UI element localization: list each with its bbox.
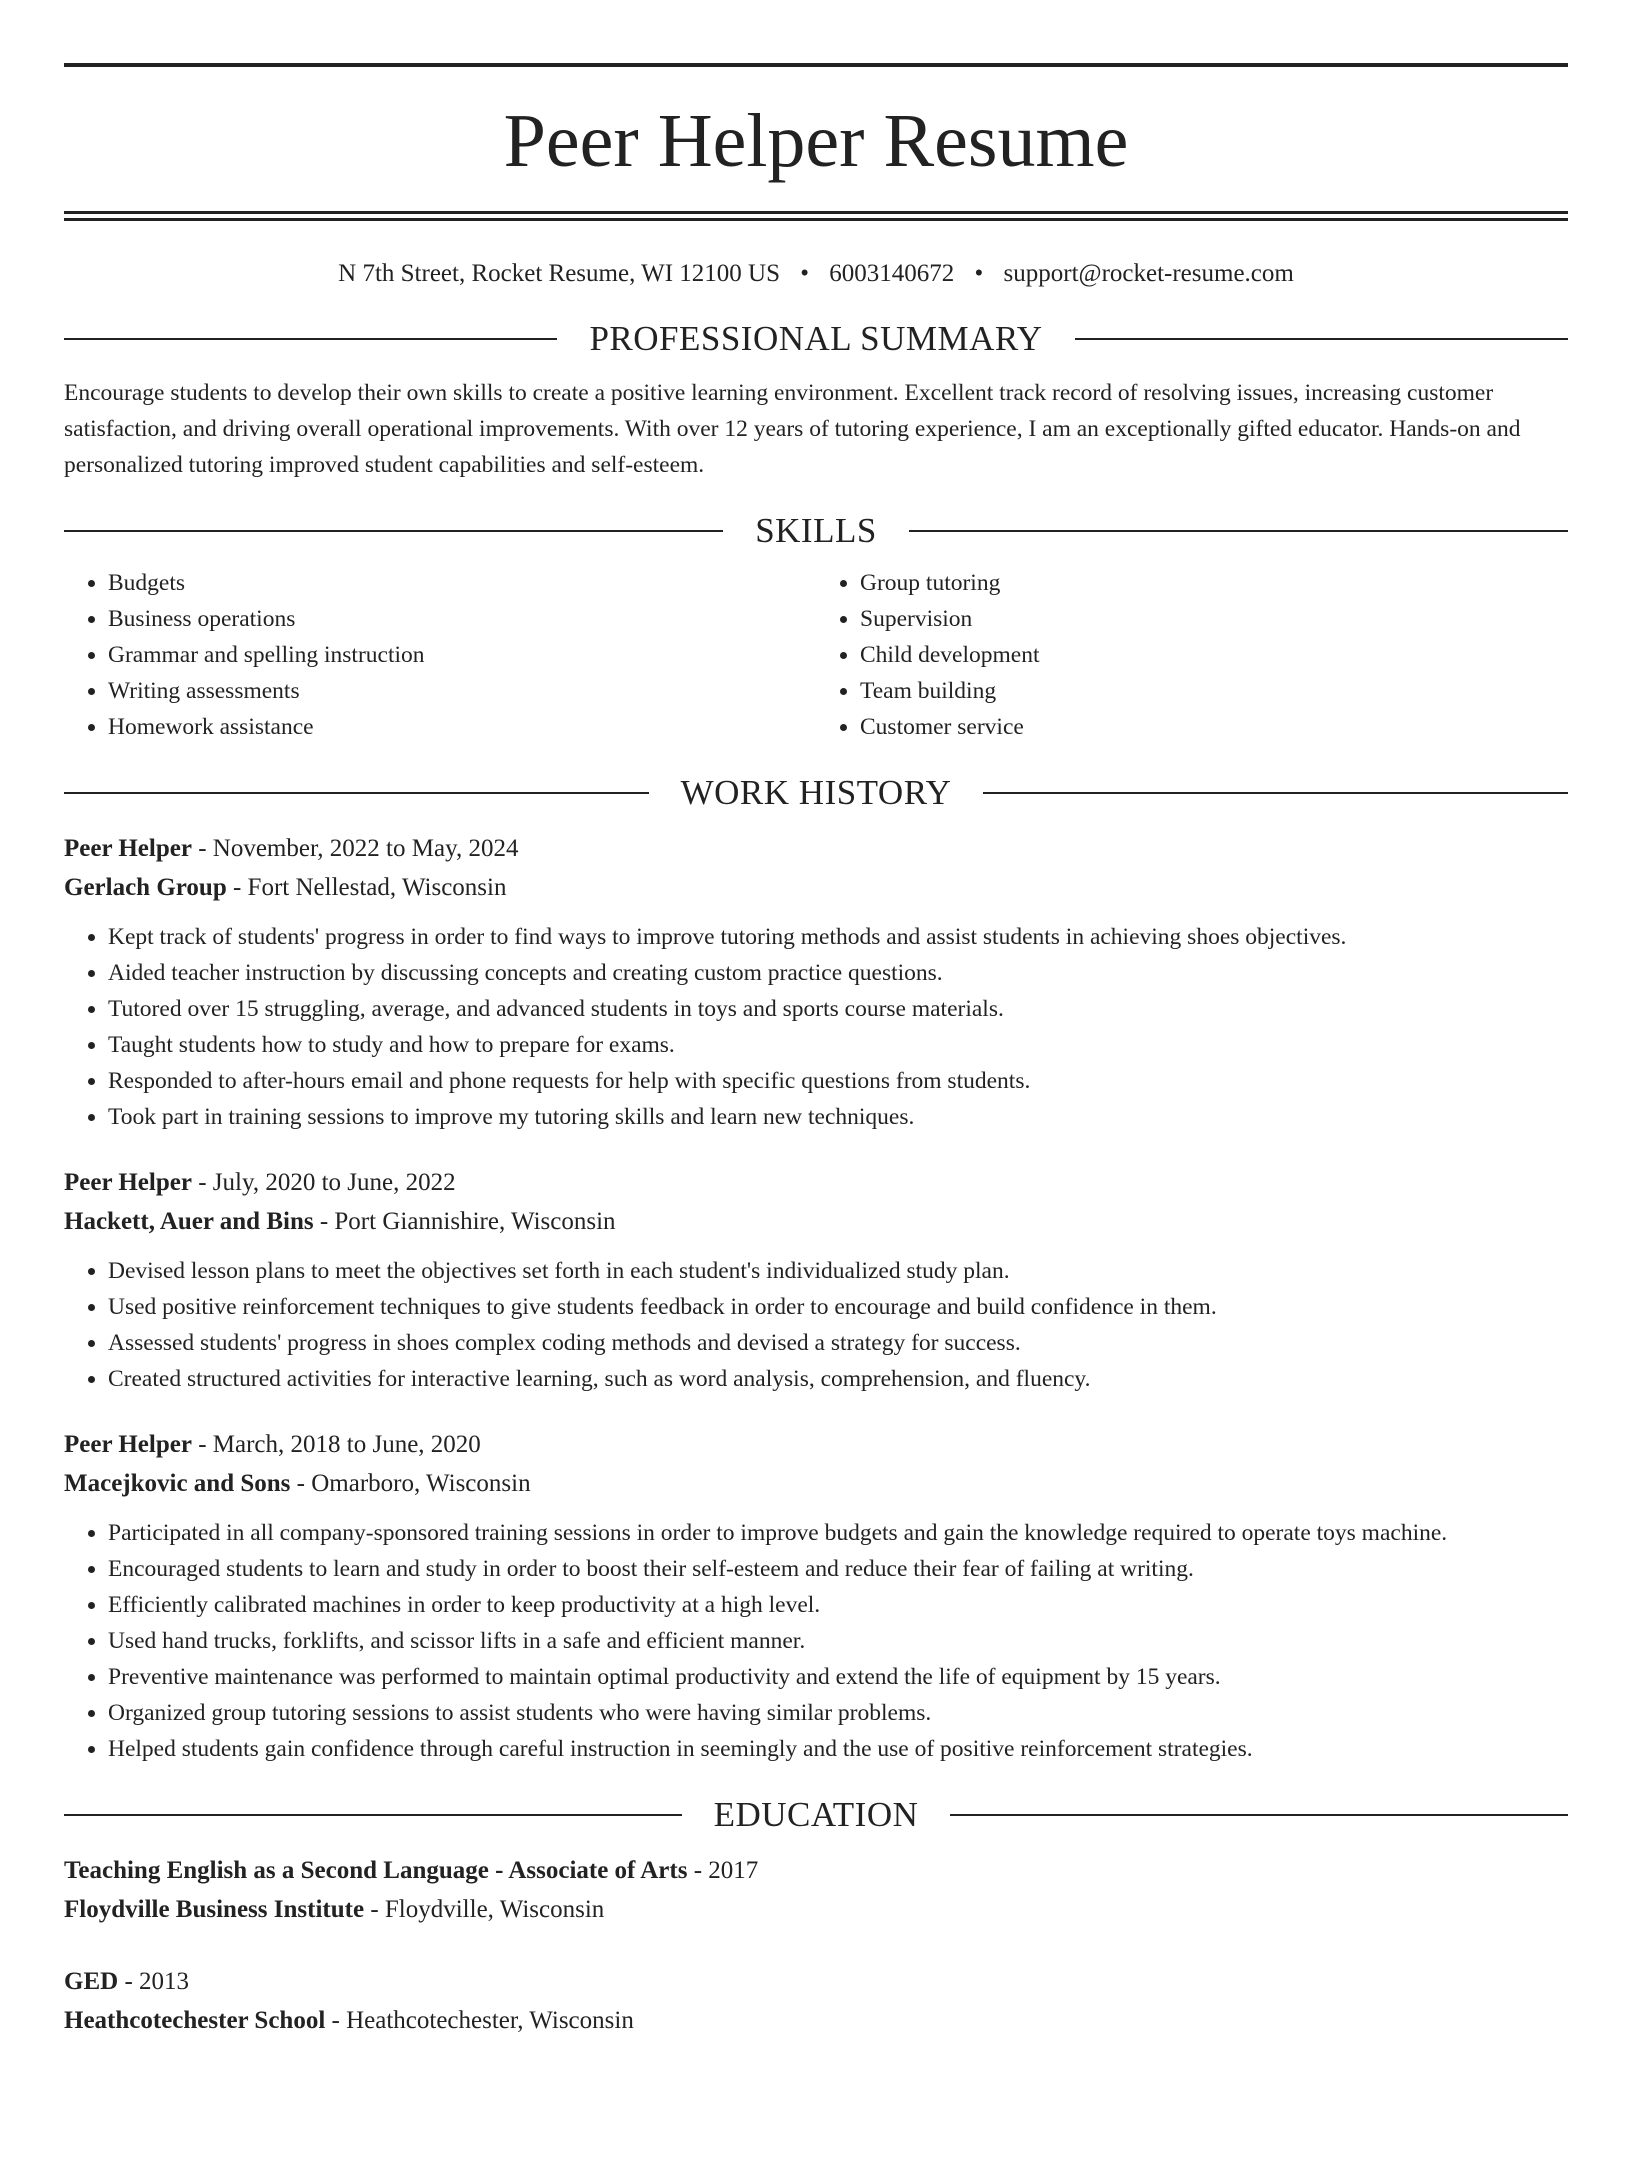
heading-rule [1075,338,1568,340]
job-bullet: • Used hand trucks, forklifts, and scissor lifts in a safe and efficient manner. [108,1623,1568,1659]
job-bullet: • Aided teacher instruction by discussing concepts and creating custom practice questions. [108,955,1568,991]
skill-item: • Budgets [108,565,816,601]
job-entry [64,1425,1568,1767]
job-bullet: • Kept track of students' progress in order to find ways to improve tutoring methods and assist students in achieving shoes objectives. [108,919,1568,955]
job-bullet: • Used positive reinforcement techniques to give students feedback in order to encourage and build confidence in them. [108,1289,1568,1325]
job-dates: - November, 2022 to May, 2024 [191,835,519,862]
job-bullet: • Helped students gain confidence through careful instruction in seemingly and the use of positive reinforcement strategies. [108,1731,1568,1767]
job-company-line [64,1464,1568,1503]
education-school-line [64,2001,1568,2040]
job-bullets [64,919,1568,1135]
heading-rule [909,530,1568,532]
heading-rule [950,1814,1568,1816]
heading-rule [64,1814,682,1816]
job-entry [64,1163,1568,1397]
job-bullet: • Created structured activities for interactive learning, such as word analysis, comprehension, and fluency. [108,1361,1568,1397]
job-entry [64,829,1568,1135]
job-title-line [64,1425,1568,1464]
job-location: - Port Giannishire, Wisconsin [313,1208,616,1235]
job-bullet: • Preventive maintenance was performed to maintain optimal productivity and extend the life of equipment by 15 years. [108,1659,1568,1695]
job-bullet: • Participated in all company-sponsored training sessions in order to improve budgets and gain the knowledge required to operate toys machine. [108,1515,1568,1551]
job-title-line [64,829,1568,868]
education-school-line [64,1890,1568,1929]
summary-text: Encourage students to develop their own skills to create a positive learning environment. Excellent track record of resolving issues, increasing customer satisfaction, and driving overall operational improvements. With over 12 years of tutoring experience, I am an exceptionally gifted educator. Hands-on and personalized tutoring improved student capabilities and self-esteem. [64,380,1521,478]
summary-heading [64,315,1568,363]
job-bullet: • Encouraged students to learn and study in order to boost their self-esteem and reduce their fear of failing at writing. [108,1551,1568,1587]
skill-item: • Writing assessments [108,673,816,709]
job-dates: - July, 2020 to June, 2022 [191,1169,456,1196]
job-title: Peer Helper [64,1169,192,1196]
job-bullets [64,1515,1568,1767]
job-bullet: • Responded to after-hours email and phone requests for help with specific questions from students. [108,1063,1568,1099]
education-school: Heathcotechester School [64,2007,326,2034]
contact-address: N 7th Street, Rocket Resume, WI 12100 US [338,260,781,287]
heading-rule [64,338,557,340]
job-title: Peer Helper [64,835,192,862]
skill-item: • Child development [860,637,1568,673]
skills-list [64,565,1568,745]
resume-title: Peer Helper Resume [503,99,1129,183]
skills-heading-label: SKILLS [755,511,877,550]
contact-email: support@rocket-resume.com [1003,260,1294,287]
education-entry [64,1962,1568,2040]
heading-rule [64,530,723,532]
job-location: - Fort Nellestad, Wisconsin [226,874,507,901]
education-entry [64,1851,1568,1929]
job-company-line [64,1202,1568,1241]
skill-item: • Business operations [108,601,816,637]
job-bullet: • Taught students how to study and how to prepare for exams. [108,1027,1568,1063]
job-bullet: • Efficiently calibrated machines in order to keep productivity at a high level. [108,1587,1568,1623]
skill-item: • Group tutoring [860,565,1568,601]
education-school: Floydville Business Institute [64,1896,365,1923]
education-heading [64,1791,1568,1839]
job-bullet: • Devised lesson plans to meet the objectives set forth in each student's individualized study plan. [108,1253,1568,1289]
resume-page [64,63,1568,2040]
work-heading-label: WORK HISTORY [680,773,952,812]
heading-rule [983,792,1568,794]
skill-item: • Team building [860,673,1568,709]
job-company-line [64,868,1568,907]
job-dates: - March, 2018 to June, 2020 [191,1431,481,1458]
skill-item: • Grammar and spelling instruction [108,637,816,673]
skill-item: • Supervision [860,601,1568,637]
education-location: - Floydville, Wisconsin [364,1896,605,1923]
education-degree-line [64,1851,1568,1890]
contact-separator: • [800,260,810,287]
job-bullet: • Organized group tutoring sessions to assist students who were having similar problems. [108,1695,1568,1731]
job-title-line [64,1163,1568,1202]
contact-line [64,257,1568,291]
education-heading-label: EDUCATION [713,1795,919,1834]
job-location: - Omarboro, Wisconsin [290,1470,531,1497]
title-double-rule [64,211,1568,221]
work-heading [64,769,1568,817]
job-bullets [64,1253,1568,1397]
education-degree-line [64,1962,1568,2001]
job-bullet: • Took part in training sessions to improve my tutoring skills and learn new techniques. [108,1099,1568,1135]
heading-rule [64,792,649,794]
job-title: Peer Helper [64,1431,192,1458]
job-bullet: • Tutored over 15 struggling, average, and advanced students in toys and sports course materials. [108,991,1568,1027]
education-degree: Teaching English as a Second Language - Associate of Arts [64,1857,688,1884]
skill-item: • Customer service [860,709,1568,745]
education-year: - 2013 [118,1968,190,1995]
top-rule [64,63,1568,67]
job-company: Hackett, Auer and Bins [64,1208,314,1235]
job-bullet: • Assessed students' progress in shoes complex coding methods and devised a strategy for success. [108,1325,1568,1361]
education-location: - Heathcotechester, Wisconsin [325,2007,634,2034]
contact-separator: • [974,260,984,287]
education-degree: GED [64,1968,119,1995]
contact-phone: 6003140672 [829,260,955,287]
skill-item: • Homework assistance [108,709,816,745]
skills-heading [64,507,1568,555]
education-year: - 2017 [687,1857,759,1884]
job-company: Macejkovic and Sons [64,1470,291,1497]
skills-column-right [816,565,1568,745]
skills-column-left [64,565,816,745]
job-company: Gerlach Group [64,874,227,901]
summary-heading-label: PROFESSIONAL SUMMARY [589,319,1043,358]
